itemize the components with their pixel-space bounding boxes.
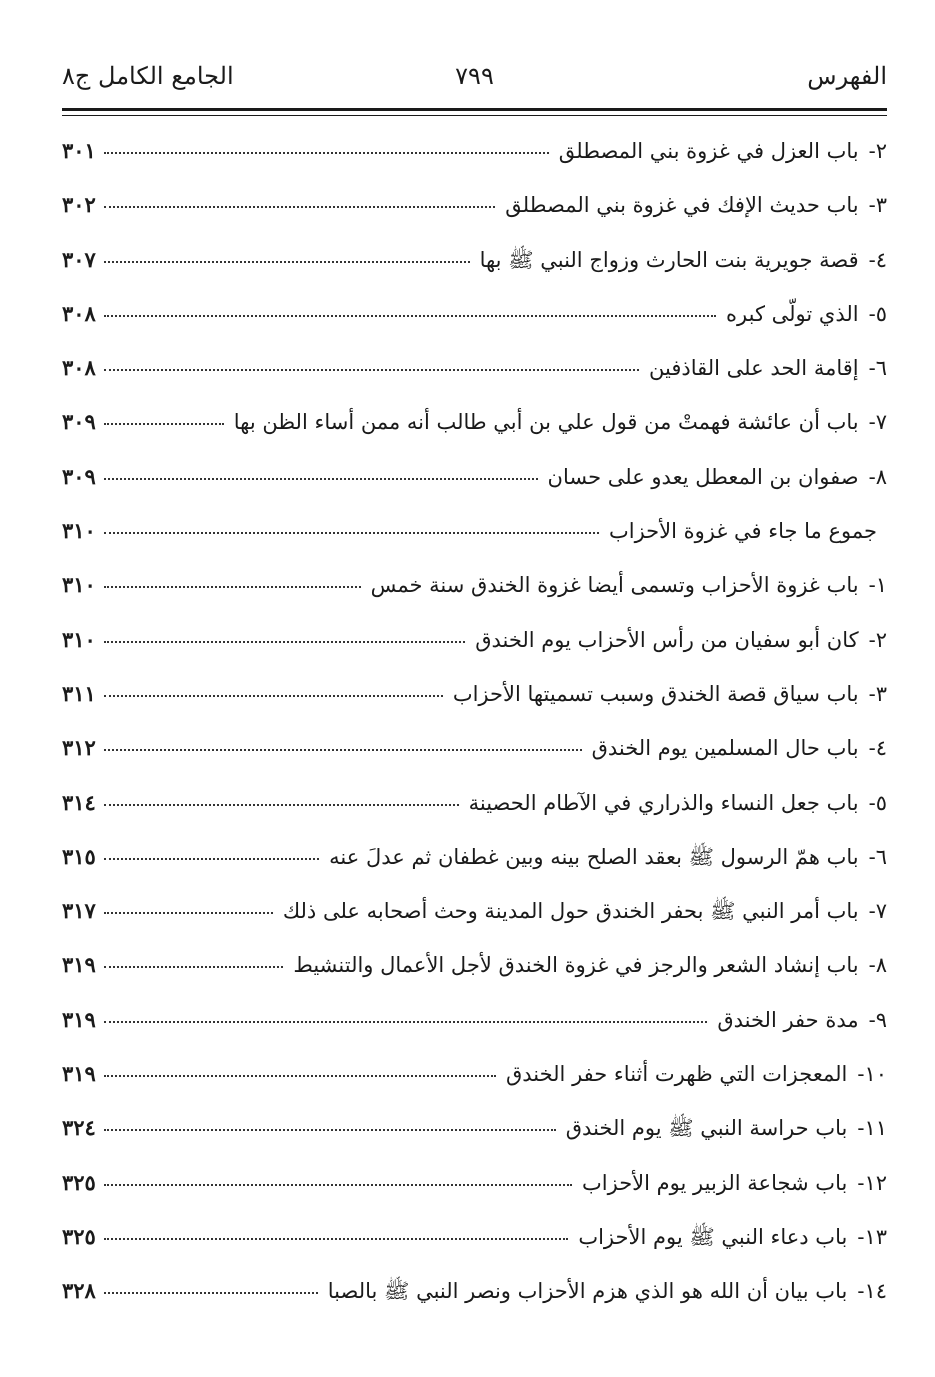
- entry-number: ٥-: [868, 301, 887, 326]
- toc-entry: [62, 1170, 887, 1224]
- entry-page-number: ٣١٧: [62, 898, 96, 924]
- toc-entry: [62, 192, 887, 246]
- dot-leader: [104, 315, 716, 317]
- toc-entry: [62, 572, 887, 626]
- entry-title: جموع ما جاء في غزوة الأحزاب: [608, 519, 877, 544]
- entry-title: باب غزوة الأحزاب وتسمى أيضا غزوة الخندق سنة خمس: [370, 573, 859, 598]
- dot-leader: [104, 1238, 568, 1240]
- toc-entry: [62, 735, 887, 789]
- entry-title: باب بيان أن الله هو الذي هزم الأحزاب ونصر النبي ﷺ بالصبا: [327, 1279, 848, 1304]
- toc-entry: [62, 790, 887, 844]
- toc-entry: [62, 1007, 887, 1061]
- dot-leader: [104, 586, 361, 588]
- entry-title: مدة حفر الخندق: [717, 1007, 859, 1032]
- toc-entry: [62, 1061, 887, 1115]
- toc-entry: [62, 844, 887, 898]
- entry-title: باب حديث الإفك في غزوة بني المصطلق: [505, 193, 859, 218]
- entry-number: ٧-: [868, 410, 887, 435]
- dot-leader: [104, 369, 639, 371]
- entry-title: كان أبو سفيان من رأس الأحزاب يوم الخندق: [475, 627, 859, 652]
- entry-number: ٨-: [868, 464, 887, 489]
- entry-title: باب سياق قصة الخندق وسبب تسميتها الأحزاب: [452, 681, 859, 706]
- dot-leader: [104, 478, 538, 480]
- toc-entry: [62, 898, 887, 952]
- page-number: ٧٩٩: [455, 62, 494, 90]
- entry-page-number: ٣٠٧: [62, 246, 96, 272]
- entry-number: ٤-: [868, 247, 887, 272]
- entry-page-number: ٣١٠: [62, 518, 96, 544]
- entry-number: ٦-: [868, 356, 887, 381]
- toc-entry: [62, 952, 887, 1006]
- entry-number: ٧-: [868, 899, 887, 924]
- entry-page-number: ٣٠٨: [62, 300, 96, 326]
- toc-entry: [62, 409, 887, 463]
- entry-number: ٣-: [868, 193, 887, 218]
- dot-leader: [104, 641, 465, 643]
- entry-page-number: ٣٠٢: [62, 192, 96, 218]
- toc-entry: [62, 247, 887, 301]
- entry-title: باب العزل في غزوة بني المصطلق: [558, 139, 859, 163]
- entry-page-number: ٣٢٨: [62, 1278, 96, 1304]
- entry-title: صفوان بن المعطل يعدو على حسان: [547, 464, 859, 489]
- entry-page-number: ٣١٤: [62, 789, 96, 815]
- entry-page-number: ٣١٩: [62, 952, 96, 978]
- entry-page-number: ٣٠٨: [62, 355, 96, 381]
- entry-number: ١٠-: [857, 1062, 887, 1087]
- toc-entry: [62, 627, 887, 681]
- entry-title: باب أمر النبي ﷺ بحفر الخندق حول المدينة وحث أصحابه على ذلك: [282, 899, 859, 924]
- entry-title: باب جعل النساء والذراري في الآطام الحصينة: [468, 790, 859, 815]
- entry-page-number: ٣١٩: [62, 1006, 96, 1032]
- entry-title: باب دعاء النبي ﷺ يوم الأحزاب: [578, 1224, 848, 1249]
- dot-leader: [104, 695, 443, 697]
- toc-entry: [62, 464, 887, 518]
- page-header: [62, 62, 887, 102]
- toc-entry: [62, 138, 887, 192]
- entry-page-number: ٣٢٥: [62, 1169, 96, 1195]
- dot-leader: [104, 966, 284, 968]
- dot-leader: [104, 1184, 572, 1186]
- entry-page-number: ٣٠٩: [62, 409, 96, 435]
- dot-leader: [104, 152, 549, 154]
- dot-leader: [104, 206, 495, 208]
- entry-title: باب شجاعة الزبير يوم الأحزاب: [582, 1170, 848, 1195]
- entry-number: ١٣-: [857, 1224, 887, 1249]
- toc-entry: [62, 301, 887, 355]
- entry-title: باب همّ الرسول ﷺ بعقد الصلح بينه وبين غطفان ثم عدلَ عنه: [329, 844, 859, 869]
- dot-leader: [104, 1292, 318, 1294]
- dot-leader: [104, 912, 273, 914]
- entry-page-number: ٣٠٩: [62, 463, 96, 489]
- dot-leader: [104, 1021, 708, 1023]
- entry-page-number: ٣١٩: [62, 1061, 96, 1087]
- header-rule-thick: [62, 108, 887, 111]
- toc-entry: [62, 1115, 887, 1169]
- entry-number: ٦-: [868, 844, 887, 869]
- entry-number: ٩-: [868, 1007, 887, 1032]
- entry-title: المعجزات التي ظهرت أثناء حفر الخندق: [505, 1062, 848, 1087]
- dot-leader: [104, 858, 319, 860]
- entry-title: باب حراسة النبي ﷺ يوم الخندق: [565, 1116, 848, 1141]
- toc-entry: [62, 681, 887, 735]
- entry-title: الذي تولّى كبره: [726, 301, 859, 326]
- entry-number: ١-: [868, 573, 887, 598]
- entry-page-number: ٣٢٤: [62, 1115, 96, 1141]
- entry-page-number: ٣١٠: [62, 572, 96, 598]
- entry-number: ٢-: [868, 139, 887, 163]
- entry-page-number: ٣١٥: [62, 843, 96, 869]
- entry-page-number: ٣٠١: [62, 138, 96, 163]
- dot-leader: [104, 1129, 556, 1131]
- entry-page-number: ٣٢٥: [62, 1223, 96, 1249]
- entry-number: ٨-: [868, 953, 887, 978]
- section-title: الفهرس: [807, 62, 887, 90]
- entry-page-number: ٣١٢: [62, 735, 96, 761]
- dot-leader: [104, 804, 459, 806]
- dot-leader: [104, 261, 470, 263]
- book-title: الجامع الكامل ج٨: [62, 62, 234, 90]
- toc-entry: [62, 355, 887, 409]
- entry-title: باب حال المسلمين يوم الخندق: [591, 736, 859, 761]
- dot-leader: [104, 423, 224, 425]
- entry-number: ١٢-: [857, 1170, 887, 1195]
- table-of-contents: [62, 138, 887, 1333]
- entry-number: ٥-: [868, 790, 887, 815]
- toc-entry: [62, 1278, 887, 1332]
- entry-number: ٤-: [868, 736, 887, 761]
- toc-entry: [62, 518, 887, 572]
- entry-number: ١٤-: [857, 1279, 887, 1304]
- entry-number: ١١-: [857, 1116, 887, 1141]
- header-rule-thin: [62, 115, 887, 116]
- entry-number: ٣-: [868, 681, 887, 706]
- entry-page-number: ٣١١: [62, 680, 96, 706]
- entry-title: باب أن عائشة فهمتْ من قول علي بن أبي طالب أنه ممن أساء الظن بها: [233, 410, 859, 435]
- toc-entry: [62, 1224, 887, 1278]
- entry-title: إقامة الحد على القاذفين: [649, 356, 859, 381]
- dot-leader: [104, 532, 599, 534]
- entry-title: قصة جويرية بنت الحارث وزواج النبي ﷺ بها: [479, 247, 859, 272]
- entry-page-number: ٣١٠: [62, 626, 96, 652]
- entry-number: ٢-: [868, 627, 887, 652]
- dot-leader: [104, 749, 582, 751]
- entry-title: باب إنشاد الشعر والرجز في غزوة الخندق لأجل الأعمال والتنشيط: [293, 953, 859, 978]
- dot-leader: [104, 1075, 496, 1077]
